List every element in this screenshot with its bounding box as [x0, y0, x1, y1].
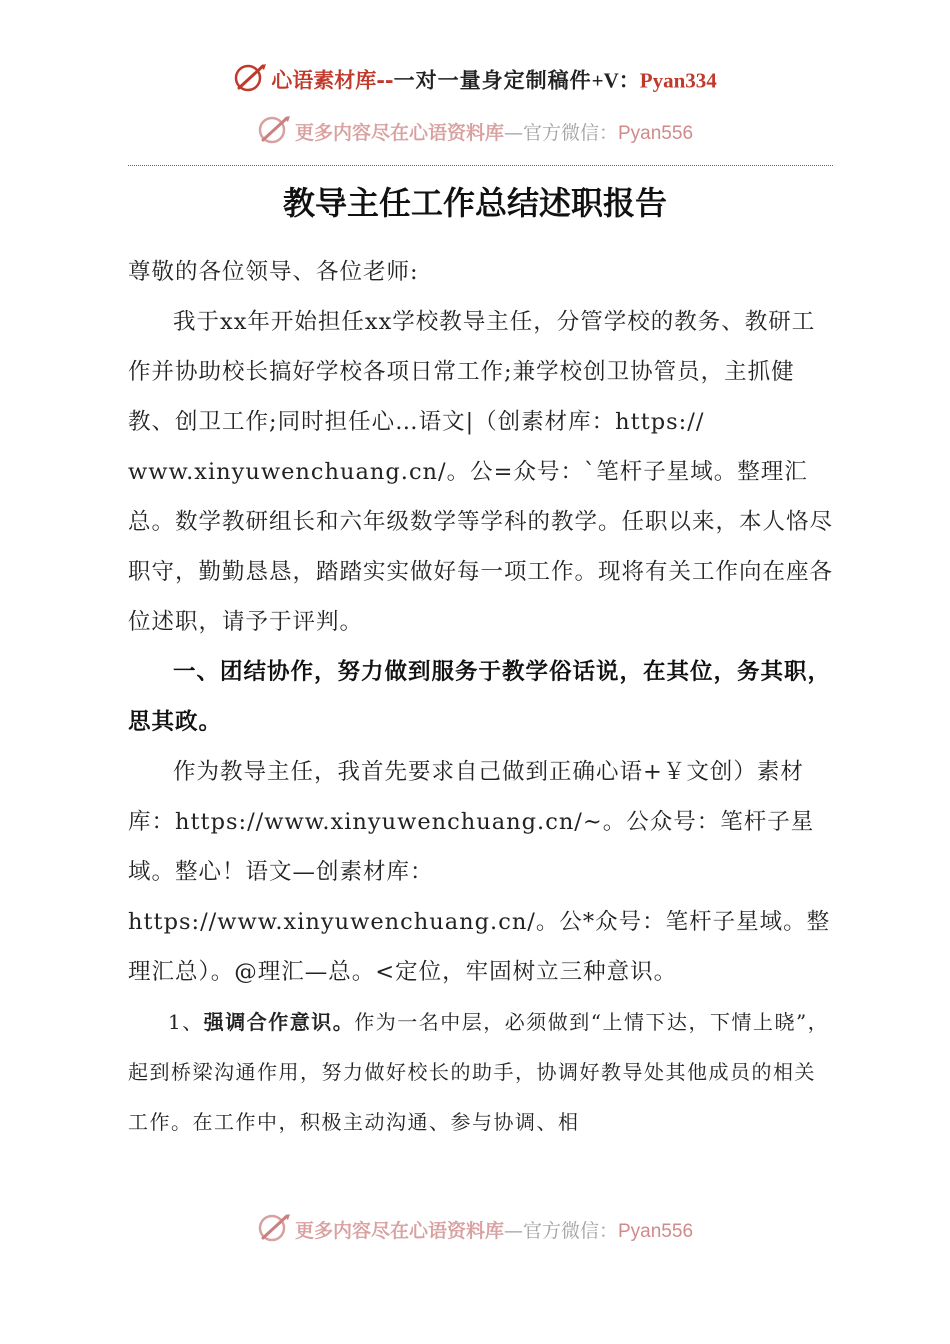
watermark-code: Pyan556	[618, 1221, 694, 1242]
section-heading-1: 一、团结协作，努力做到服务于教学俗话说，在其位，务其职，思其政。	[128, 659, 832, 735]
item-text: 作为一名中层，必须做到“上情下达，下情上晓”，起到桥梁沟通作用，努力做好校长的助手，协调好教导处其他成员的相关工作。在工作中，积极主动沟通、参与协调、相	[128, 1010, 830, 1134]
salutation: 尊敬的各位领导、各位老师:	[128, 259, 419, 285]
contact-label: +V：	[591, 68, 640, 93]
pen-logo-icon	[257, 1212, 293, 1252]
watermark-banner-bottom	[0, 1212, 950, 1252]
pen-logo-icon	[257, 114, 293, 154]
document-body	[128, 247, 833, 1147]
header-divider	[128, 165, 833, 166]
watermark-text: 更多内容尽在心语资料库	[294, 122, 504, 144]
header-dash: --	[376, 67, 394, 93]
watermark-label: 官方微信：	[522, 1220, 618, 1242]
document-title: 教导主任工作总结述职报告	[282, 184, 667, 222]
header-tagline: 一对一量身定制稿件	[393, 67, 592, 93]
header-banner	[0, 62, 950, 102]
watermark-text: 更多内容尽在心语资料库	[294, 1220, 504, 1242]
paragraph-2: 作为教导主任，我首先要求自己做到正确心语+￥文创）素材库：https://www.xinyuwenchuang.cn/~。公众号：笔杆子星域。整心！语文—创素材库：https://www.xinyuwenchuang.cn/。公*众号：笔杆子星域。整理汇总）。@理汇—总。<定位，牢固树立三种意识。	[128, 759, 831, 985]
watermark-sep: —	[503, 122, 523, 144]
list-item-1	[128, 997, 833, 1147]
item-heading: 强调合作意识。	[203, 1010, 355, 1034]
item-number: 1、	[168, 1010, 204, 1034]
watermark-sep: —	[503, 1220, 523, 1242]
watermark-code: Pyan556	[618, 123, 694, 144]
watermark-label: 官方微信：	[522, 122, 618, 144]
paragraph-intro: 我于xx年开始担任xx学校教导主任，分管学校的教务、教研工作并协助校长搞好学校各项日常工作;兼学校创卫协管员，主抓健教、创卫工作;同时担任心…语文|（创素材库：https:// www.xinyuwenchuang.cn/。公=众号：`笔杆子星域。整理汇总。数学教研组长和六年级数学等学科的教学。任职以来，本人恪尽职守，勤勤恳恳，踏踏实实做好每一项工作。现将有关工作向在座各位述职，请予于评判。	[128, 309, 834, 635]
brand-name: 心语素材库	[271, 67, 377, 93]
watermark-banner-top	[0, 114, 950, 154]
contact-code: Pyan334	[639, 68, 717, 93]
pen-logo-icon	[233, 62, 269, 102]
